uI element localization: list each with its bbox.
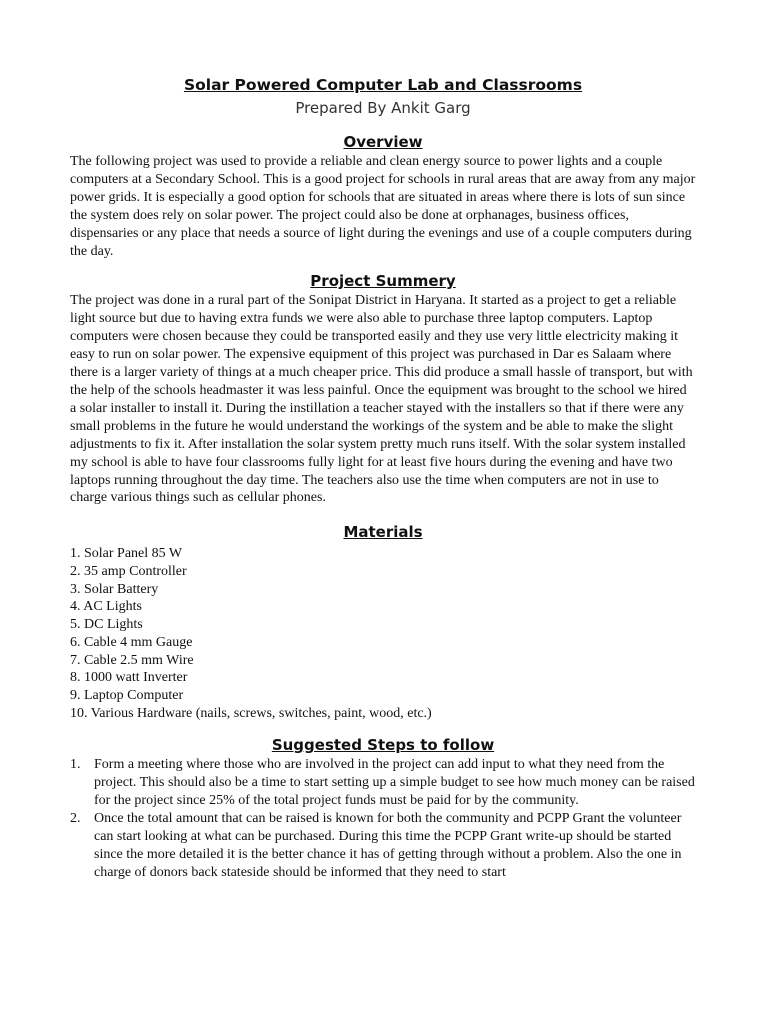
list-item: 5. DC Lights	[70, 617, 143, 633]
list-item: 9. Laptop Computer	[70, 687, 184, 703]
list-item: 2. 35 amp Controller	[70, 564, 187, 580]
list-item: 10. Various Hardware (nails, screws, switches, paint, wood, etc.)	[70, 705, 432, 721]
list-item: 6. Cable 4 mm Gauge	[70, 634, 193, 650]
overview-heading: Overview	[343, 133, 423, 151]
list-item: 8. 1000 watt Inverter	[70, 670, 188, 686]
list-item: 3. Solar Battery	[70, 581, 159, 597]
summary-paragraph: The project was done in a rural part of the Sonipat District in Haryana. It started as a project to get a reliable light source but due to having extra funds we were also able to purchase three laptop computers. Laptop computers were chosen because they could be transported easily and they use very little electricity making it easy to run on solar power. The expensive equipment of this project was purchased in Dar es Salaam where there is a larger variety of things at a much cheaper price. This did produce a small hassle of transport, but with the help of the schools headmaster it was less painful. Once the equipment was brought to the school we hired a solar installer to install it. During the instillation a teacher stayed with the installers so that if there were any small problems in the future he would understand the workings of the system and be able to make the slight adjustments to fix it. After installation the solar system pretty much runs itself. With the solar system installed my school is able to have four classrooms fully light for at least five hours during the evening and have two laptops running throughout the day time. The teachers also use the time when computers are not in use to charge various things such as cellular phones.	[70, 293, 693, 506]
list-item: 7. Cable 2.5 mm Wire	[70, 652, 194, 668]
step-number: 2.	[70, 811, 81, 827]
document-title: Solar Powered Computer Lab and Classrooms	[183, 76, 583, 94]
materials-heading: Materials	[343, 523, 423, 542]
materials-list	[70, 545, 696, 722]
step-text: Once the total amount that can be raised is known for both the community and PCPP Grant the volunteer can start looking at what can be purchased. During this time the PCPP Grant write-up should be started since the more detailed it is the better chance it has of getting through without a problem. Also the one in charge of donors back stateside should be informed that they need to start	[94, 811, 682, 880]
list-item: 1. Solar Panel 85 W	[70, 546, 183, 562]
step-text: Form a meeting where those who are involved in the project can add input to what they need from the project. This should also be a time to start setting up a simple budget to see how much money can be raised for the project since 25% of the total project funds must be paid for by the community.	[94, 757, 695, 809]
steps-list	[70, 756, 696, 881]
overview-paragraph: The following project was used to provide a reliable and clean energy source to power lights and a couple computers at a Secondary School. This is a good project for schools in rural areas that are away from any major power grids. It is especially a good option for schools that are situated in areas where there is lots of sun since the system does rely on solar power. The project could also be done at orphanages, business offices, dispensaries or any place that needs a source of light during the evenings and use of a couple computers during the day.	[70, 154, 696, 259]
list-item	[70, 810, 696, 882]
steps-heading: Suggested Steps to follow	[271, 736, 495, 755]
list-item: 4. AC Lights	[70, 599, 142, 615]
step-number: 1.	[70, 757, 81, 773]
list-item	[70, 756, 696, 810]
document-author: Prepared By Ankit Garg	[295, 99, 471, 117]
summary-heading: Project Summery	[310, 272, 456, 291]
